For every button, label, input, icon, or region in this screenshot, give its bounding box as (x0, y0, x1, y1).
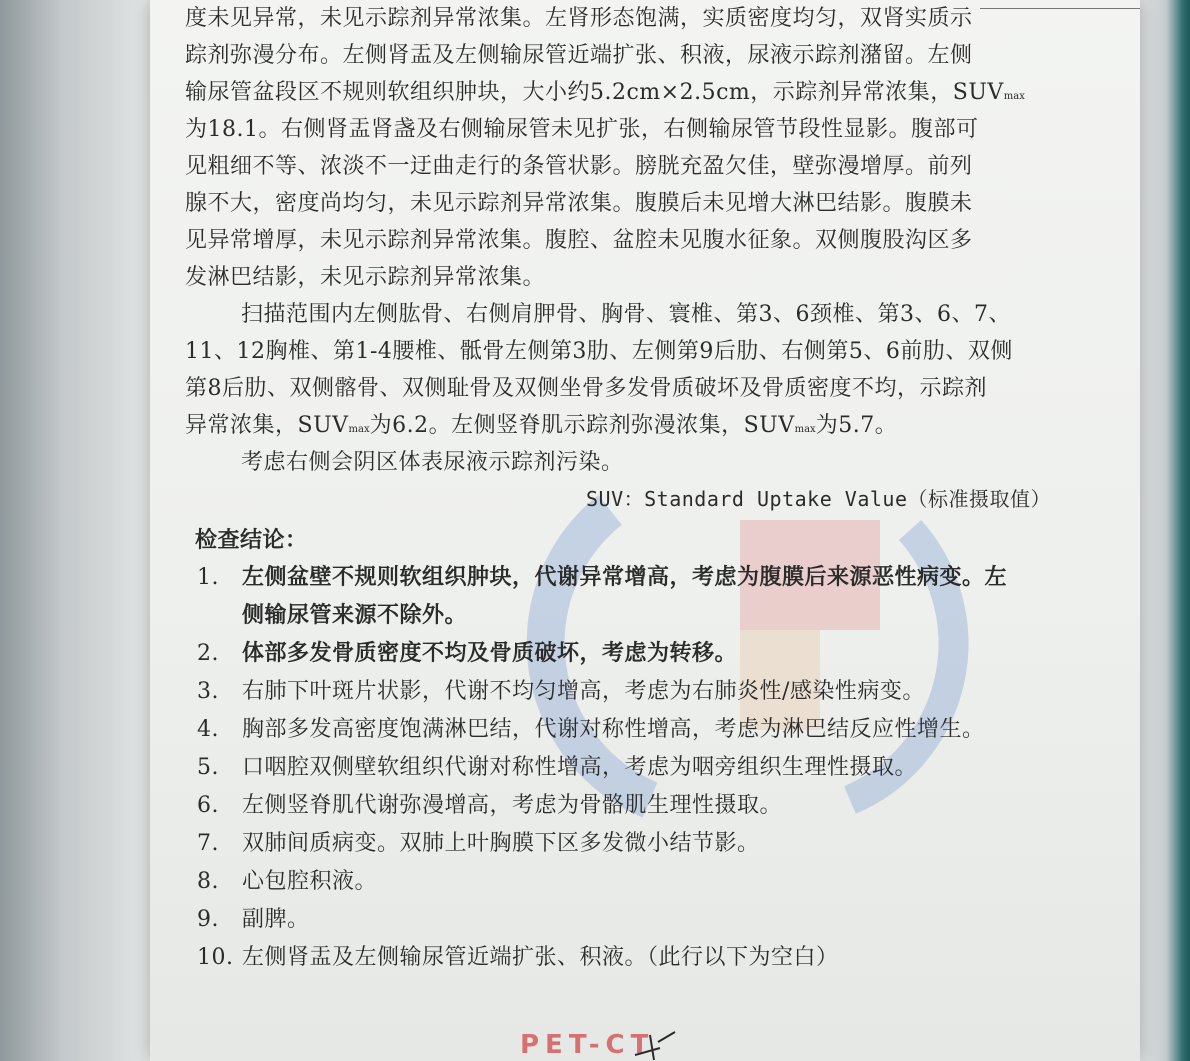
item-text: 左侧竖脊肌代谢弥漫增高，考虑为骨骼肌生理性摄取。 (242, 793, 783, 818)
conclusion-list (185, 559, 1055, 977)
item-text: 体部多发骨质密度不均及骨质破坏，考虑为转移。 (242, 641, 738, 666)
conclusion-item-continuation: 侧输尿管来源不除外。 (242, 603, 468, 628)
item-text: 左侧肾盂及左侧输尿管近端扩张、积液。（此行以下为空白） (242, 945, 839, 970)
suv-max-subscript: max (348, 424, 370, 435)
item-number: 2. (197, 641, 219, 666)
findings-line-4: 为18.1。右侧肾盂肾盏及右侧输尿管未见扩张，右侧输尿管节段性显影。腹部可 (185, 117, 979, 142)
findings-line-3-text: 输尿管盆段区不规则软组织肿块，大小约5.2cm×2.5cm，示踪剂异常浓集，SUV (185, 80, 1004, 105)
stamp-text: PET-CT (520, 1030, 655, 1060)
pen-mark-icon (630, 1030, 680, 1060)
item-number: 1. (197, 565, 219, 590)
item-text: 口咽腔双侧壁软组织代谢对称性增高，考虑为咽旁组织生理性摄取。 (242, 755, 918, 780)
item-text: 胸部多发高密度饱满淋巴结，代谢对称性增高，考虑为淋巴结反应性增生。 (242, 717, 985, 742)
item-text: 双肺间质病变。双肺上叶胸膜下区多发微小结节影。 (242, 831, 760, 856)
conclusion-item (197, 711, 1055, 749)
conclusion-item (197, 939, 1055, 977)
conclusion-item (197, 787, 1055, 825)
suv-note: SUV：Standard Uptake Value（标准摄取值） (586, 487, 1051, 511)
item-number: 6. (197, 793, 219, 818)
bone-line-4-c: 为5.7。 (815, 413, 898, 438)
conclusion-item (197, 635, 1055, 673)
bone-line-4-a: 异常浓集，SUV (185, 413, 349, 438)
item-text: 右肺下叶斑片状影，代谢不均匀增高，考虑为右肺炎性/感染性病变。 (242, 679, 925, 704)
bone-line-2: 11、12胸椎、第1-4腰椎、骶骨左侧第3肋、左侧第9后肋、右侧第5、6前肋、双侧 (185, 339, 1013, 364)
findings-line-6: 腺不大，密度尚均匀，未见示踪剂异常浓集。腹膜后未见增大淋巴结影。腹膜未 (185, 191, 973, 216)
conclusion-heading: 检查结论： (195, 528, 308, 553)
conclusion-item (197, 863, 1055, 901)
suv-max-subscript: max (1003, 91, 1025, 102)
item-number: 4. (197, 717, 219, 742)
item-text: 副脾。 (242, 907, 310, 932)
item-number: 7. (197, 831, 219, 856)
background-left (0, 0, 175, 1061)
findings-line-8: 发淋巴结影，未见示踪剂异常浓集。 (185, 265, 546, 290)
conclusion-item (197, 673, 1055, 711)
item-text: 左侧盆壁不规则软组织肿块，代谢异常增高，考虑为腹膜后来源恶性病变。左 (242, 565, 1008, 590)
conclusion-item (197, 559, 1055, 597)
conclusion-item (197, 749, 1055, 787)
bone-line-4 (185, 407, 1055, 444)
item-number: 8. (197, 869, 219, 894)
conclusion-item (197, 825, 1055, 863)
findings-line-7: 见异常增厚，未见示踪剂异常浓集。腹腔、盆腔未见腹水征象。双侧腹股沟区多 (185, 228, 973, 253)
findings-line-1: 度未见异常，未见示踪剂异常浓集。左肾形态饱满，实质密度均匀，双肾实质示 (185, 6, 973, 31)
suv-max-subscript: max (794, 424, 816, 435)
conclusion-item (197, 901, 1055, 939)
findings-line-3 (185, 74, 1055, 111)
item-number: 9. (197, 907, 219, 932)
bone-line-3: 第8后肋、双侧髂骨、双侧耻骨及双侧坐骨多发骨质破坏及骨质密度不均，示踪剂 (185, 376, 987, 401)
report-body (185, 0, 1055, 977)
findings-section (185, 0, 1055, 518)
findings-line-2: 踪剂弥漫分布。左侧肾盂及左侧输尿管近端扩张、积液，尿液示踪剂潴留。左侧 (185, 43, 973, 68)
findings-line-5: 见粗细不等、浓淡不一迂曲走行的条管状影。膀胱充盈欠佳，壁弥漫增厚。前列 (185, 154, 973, 179)
contamination-line: 考虑右侧会阴区体表尿液示踪剂污染。 (241, 450, 624, 475)
bone-line-4-b: 为6.2。左侧竖脊肌示踪剂弥漫浓集，SUV (369, 413, 795, 438)
item-number: 10. (197, 945, 234, 970)
item-number: 3. (197, 679, 219, 704)
bone-line-1: 扫描范围内左侧肱骨、右侧肩胛骨、胸骨、寰椎、第3、6颈椎、第3、6、7、 (241, 302, 1011, 327)
item-number: 5. (197, 755, 219, 780)
item-text: 心包腔积液。 (242, 869, 378, 894)
